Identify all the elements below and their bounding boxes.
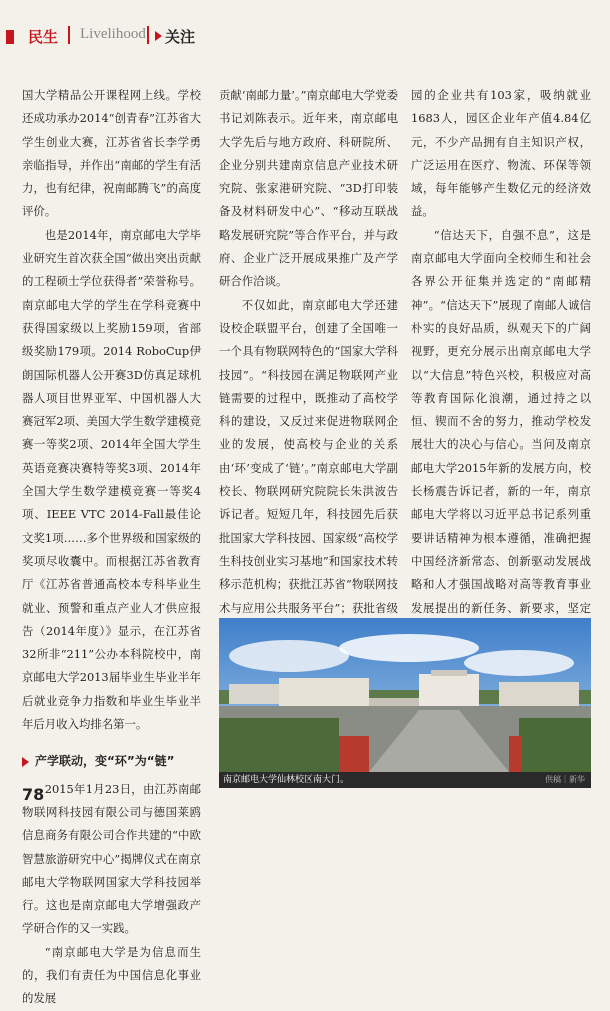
paragraph: 2015年1月23日，由江苏南邮物联网科技园有限公司与德国莱鸥信息商务有限公司合作共建的“中欧智慧旅游研究中心”揭牌仪式在南京邮电大学物联网国家大学科技园举行。这也是南京邮电大学增强政产学研合作的又一实践。 [22,781,201,936]
paragraph: 国大学精品公开课程网上线。学校还成功承办2014“创青春”江苏省大学生创业大赛，江苏省省长李学勇亲临指导，并作出“南邮的学生有活力，也有纪律，祝南邮腾飞”的高度评价。 [22,88,201,219]
arrow-right-icon [155,31,162,41]
subheading-text: 产学联动，变“环”为“链” [35,754,175,769]
paragraph: 也是2014年，南京邮电大学毕业研究生首次获全国“做出突出贡献的工程硕士学位获得者”荣誉称号。南京邮电大学的学生在学科竞赛中获得国家级以上奖励159项，省部级奖励179项。2014 RoboCup伊朗国际机器人公开赛3D仿真足球机器人项目世界亚军、中国机器人大赛冠军2项、美国大学生数学建模竞赛一等奖2项、2014年全国大学生英语竞赛决赛特等奖3项、2014年全国大学生数学建模竞赛一等奖4项、IEEE VTC 2014-Fall最佳论文奖1项……多个世界级和国家级的奖项尽收囊中。而根据江苏省教育厅《江苏省普通高校本专科毕业生就业、预警和重点产业人才供应报告（2014年度）》显示，在江苏省32所非“211”公办本科院校中，南京邮电大学2013届毕业生毕业半年后就业竞争力指数和毕业生毕业半年后月收入均排名第一。 [22,227,201,732]
paragraph: “南京邮电大学是为信息而生的，我们有责任为中国信息化事业的发展 [22,944,201,1006]
page-header [0,0,610,64]
paragraph-text: “信达天下，自强不息”，这是南京邮电大学面向全校师生和社会各界公开征集并选定的“南邮精神”。“信达天下”展现了南邮人诚信朴实的良好品质，纵观天下的广阔视野，更充分展示出南京邮电大学以“大信息”特色兴校，积极应对高等教育国际化浪潮，通过持之以恒、锲而不舍的努力，推动学校发展壮大的决心与信心。当问及南京邮电大学2015年新的发展方向，校长杨震告诉记者，新的一年，南京邮电大学将以习近平总书记系列重要讲话精神为根本遵循，准确把握中国经济新常态、创新驱动发展战略和人才强国战略对高等教育事业发展提出的新任务、新要求，坚定 [411,227,591,615]
header-divider [147,26,149,44]
campus-gate-photo [219,618,591,772]
triangle-bullet-icon [22,757,29,767]
article-column-1 [22,84,201,1011]
paragraph: 贡献‘南邮力量’。”南京邮电大学党委书记刘陈表示。近年来，南京邮电大学先后与地方政府、科研院所、企业分别共建南京信息产业技术研究院、张家港研究院、“3D打印装备及材料研发中心”、“移动互联战略发展研究院”等合作平台，并与政府、企业广泛开展成果推广及产学研合作洽谈。 [219,88,398,289]
section-title: 民生 [28,28,59,46]
section-english: Livelihood [80,26,146,42]
paragraph: 园的企业共有103家，吸纳就业1683人，园区企业年产值4.84亿元，不少产品拥有自主知识产权，广泛运用在医疗、物流、环保等领域，每年能够产生数亿元的经济效益。 [411,88,591,219]
photo-caption: 南京邮电大学仙林校区南大门。 [223,775,350,785]
campus-photo-illustration [219,618,591,772]
subsection-title: 关注 [165,28,196,46]
paragraph: 不仅如此，南京邮电大学还建设校企联盟平台，创建了全国唯一一个具有物联网特色的“国家大学科技园”。“科技园在满足物联网产业链需要的过程中，既推动了高校学科的建设，又反过来促进物联网企业的发展，使高校与企业的关系由‘环’变成了‘链’。”南京邮电大学副校长、物联网研究院院长朱洪波告诉记者。短短几年，科技园先后获批国家大学科技园、国家级“高校学生科技创业实习基地”和国家技术转移示范机构；获批江苏省“物联网技术与应用公共服务平台”；获批省级 [219,297,398,615]
header-divider [68,26,70,44]
section-marker [6,30,14,44]
section-subheading [22,750,201,773]
page-number: 78 [22,785,45,804]
photo-caption-bar [219,772,591,788]
photo-credit: 供稿｜新华 [545,775,585,784]
